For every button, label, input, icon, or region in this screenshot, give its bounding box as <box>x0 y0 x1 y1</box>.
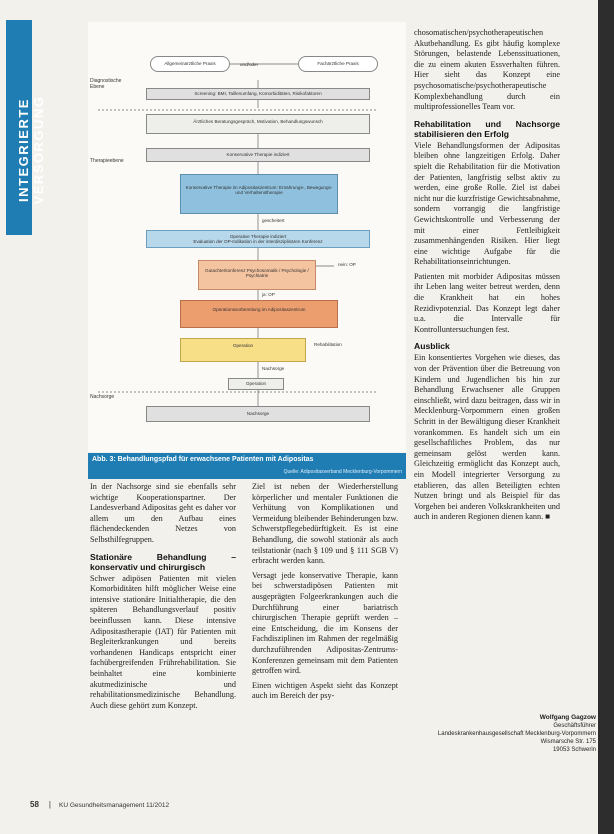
aftercare-small-box: Operation <box>228 378 284 390</box>
op-no-label: nein: OP <box>338 262 356 267</box>
col3-paragraph: Viele Behandlungsformen der Adipositas bleiben ohne langzeitigen Erfolg. Daher spielt die Rehabilitation für die Motivation der Patienten, langfristig selbst aktiv zu werden, eine große Rolle. Ziel ist dabei nicht nur die kurzfristige Gewichtsabnahme, sondern vorrangig die langfristige Gewichtskontrolle und Verbesserung der mit einer Fettleibigkeit zusammenhängenden Risiken. Hier liegt eine wichtige Aufgabe für die Rehabilitationseinrichtungen. <box>414 140 560 267</box>
col3-heading: Rehabilitation und Nachsorge stabilisieren den Erfolg <box>414 118 560 139</box>
gp-practice-box: Allgemeinärztliche Praxis <box>150 56 230 72</box>
conservative-therapy-box: Konservative Therapie im Adipositaszentrum: Ernährungs-, Bewegungs- und Verhaltenstherapie <box>180 174 338 214</box>
text-column-2 <box>252 482 398 706</box>
footer-separator: | <box>48 800 51 809</box>
failed-label: gescheitert <box>262 218 285 223</box>
text-column-1 <box>90 482 236 715</box>
screening-box: Screening: BMI, Taillenumfang, Komorbiditäten, Risikofaktoren <box>146 88 370 100</box>
aftercare-level-label: Nachsorge <box>90 394 115 400</box>
author-role: Geschäftsführer <box>553 723 596 729</box>
section-banner <box>6 20 46 235</box>
figure-treatment-pathway <box>88 22 406 475</box>
figure-source: Quelle: Adipositasverband Mecklenburg-Vorpommern <box>283 469 402 475</box>
diagnostic-level-label: Diagnostische Ebene <box>90 78 122 90</box>
col2-paragraph: Einen wichtigen Aspekt sieht das Konzept auch im Bereich der psy- <box>252 680 398 701</box>
author-city: 19053 Schwerin <box>552 747 596 753</box>
col1-heading: Stationäre Behandlung – konservativ und chirurgisch <box>90 551 236 572</box>
psych-consult-box: Gutachterkonferenz Psychosomatik / Psychologie / Psychiatrie <box>198 260 316 290</box>
page-binding-edge <box>598 0 614 834</box>
col3-paragraph: Patienten mit morbider Adipositas müssen ihr Leben lang weiter betreut werden, denn die Krankheit hat ein hohes Rezidivpotenzial. Das Konzept legt daher u.a. die Intervalle für Kontrolluntersuchungen fest. <box>414 271 560 334</box>
aftercare-box: Nachsorge <box>146 406 370 422</box>
page-number: 58 <box>30 800 39 809</box>
section-banner-text: INTEGRIERTE VERSORGUNG <box>16 95 46 205</box>
col3-paragraph: Ein konsentiertes Vorgehen wie dieses, das von der Prävention über die Betreuung von Kindern und Jugendlichen bis hin zur Behandlung Erwachsener alle Gruppen einschließt, wird dazu beitragen, dass wir in Mecklenburg-Vorpommern einen großen Schritt in der Bewältigung dieser Krankheit vorankommen. Es handelt sich um ein gesellschaftliches Problem, das nur gemeinsam gelöst werden kann. Gleichzeitig ermöglicht das Konzept auch, ein Modell integrierter Versorgung zu etablieren, das allen Beteiligten echten Nutzen bringt und als Beispiel für das Vorgehen bei anderen Volkskrankheiten und auch in anderen Regionen dienen kann. ■ <box>414 353 560 522</box>
author-name: Wolfgang Gagzow <box>539 714 596 721</box>
publication-name: KU Gesundheitsmanagement 11/2012 <box>58 802 170 809</box>
op-preparation-box: Operationsvorbereitung im Adipositaszentrum <box>180 300 338 328</box>
col2-paragraph: Ziel ist neben der Wiederherstellung körperlicher und mentaler Funktionen die Verhütung von Komplikationen und Vermeidung bleibender Behinderungen bzw. Schwerstpflegebedürftigkeit. Es ist eine Behandlung, die sowohl stationär als auch teilstationär (nach § 109 und § 111 SGB V) erbracht werden kann. <box>252 482 398 566</box>
col1-paragraph: Schwer adipösen Patienten mit vielen Komorbiditäten hilft möglicher Weise eine intensive stationäre Initialtherapie, die den späteren Behandlungsverlauf positiv beeinflussen kann. Diese intensive Adipositastherapie (IAT) für Patienten mit Begleiterkrankungen und bereits vorhandenen Handicaps entspricht einer fachübergreifenden Frührehabilitation. Sie beinhaltet eine kombinierte akutmedizinische und rehabilitationsmedizinische Behandlung. Auch diese gehört zum Konzept. <box>90 573 236 710</box>
col2-paragraph: Versagt jede konservative Therapie, kann bei schwerstadipösen Patienten mit ausgeprägten Folgeerkrankungen auch die Durchführung einer bariatrisch chirurgischen Therapie geprüft werden – eine Entscheidung, die im Konsens der Fachdisziplinen im Rahmen der regelmäßig durchzuführenden Adipositas-Zentrums-Konferenzen gemeinsam mit dem Patienten getroffen wird. <box>252 570 398 676</box>
therapy-level-label: Therapieebene <box>90 158 124 164</box>
author-signature <box>436 714 596 754</box>
col1-paragraph: In der Nachsorge sind sie ebenfalls sehr wichtige Kooperationspartner. Der Landesverband Adipositas geht es daher vor allem um den Aufbau eines flächendeckenden Netzes von Selbsthilfegruppen. <box>90 482 236 544</box>
conservative-decision-box: Konservative Therapie indiziert <box>146 148 370 162</box>
author-org: Landeskrankenhausgesellschaft Mecklenburg-Vorpommern <box>437 731 596 737</box>
author-street: Wismarsche Str. 175 <box>540 739 596 745</box>
figure-caption-bar <box>88 453 406 479</box>
operation-box: Operation <box>180 338 306 362</box>
op-indicated-text: Operative Therapie indiziert <box>229 234 287 239</box>
col3-paragraph: chosomatischen/psychotherapeutischen Akutbehandlung. Es gibt häufig komplexe Störungen, belastende Lebenssituationen, die zu einem akuten Essverhalten führen. Hier sieht das Konzept eine psychosomatische/psychotherapeutische Komplexbehandlung durch ein multiprofessionelles Team vor. <box>414 28 560 112</box>
and-or-label: und/oder <box>240 62 259 67</box>
specialist-practice-box: Fachärztliche Praxis <box>298 56 378 72</box>
col3-heading: Ausblick <box>414 341 450 352</box>
figure-caption: Abb. 3: Behandlungspfad für erwachsene Patienten mit Adipositas <box>92 456 314 463</box>
op-yes-label: ja: OP <box>262 292 275 297</box>
page-footer <box>30 800 169 809</box>
op-indicated-box <box>146 230 370 248</box>
evaluation-text: Evaluation der OP-Indikation in der interdisziplinären Konferenz <box>193 239 323 245</box>
aftercare-side-label: Nachsorge <box>262 366 285 371</box>
text-column-3 <box>414 28 560 527</box>
assessment-box: Ärztliches Beratungsgespräch, Motivation, Behandlungswunsch <box>146 114 370 134</box>
rehab-label: Rehabilitation <box>314 342 342 347</box>
